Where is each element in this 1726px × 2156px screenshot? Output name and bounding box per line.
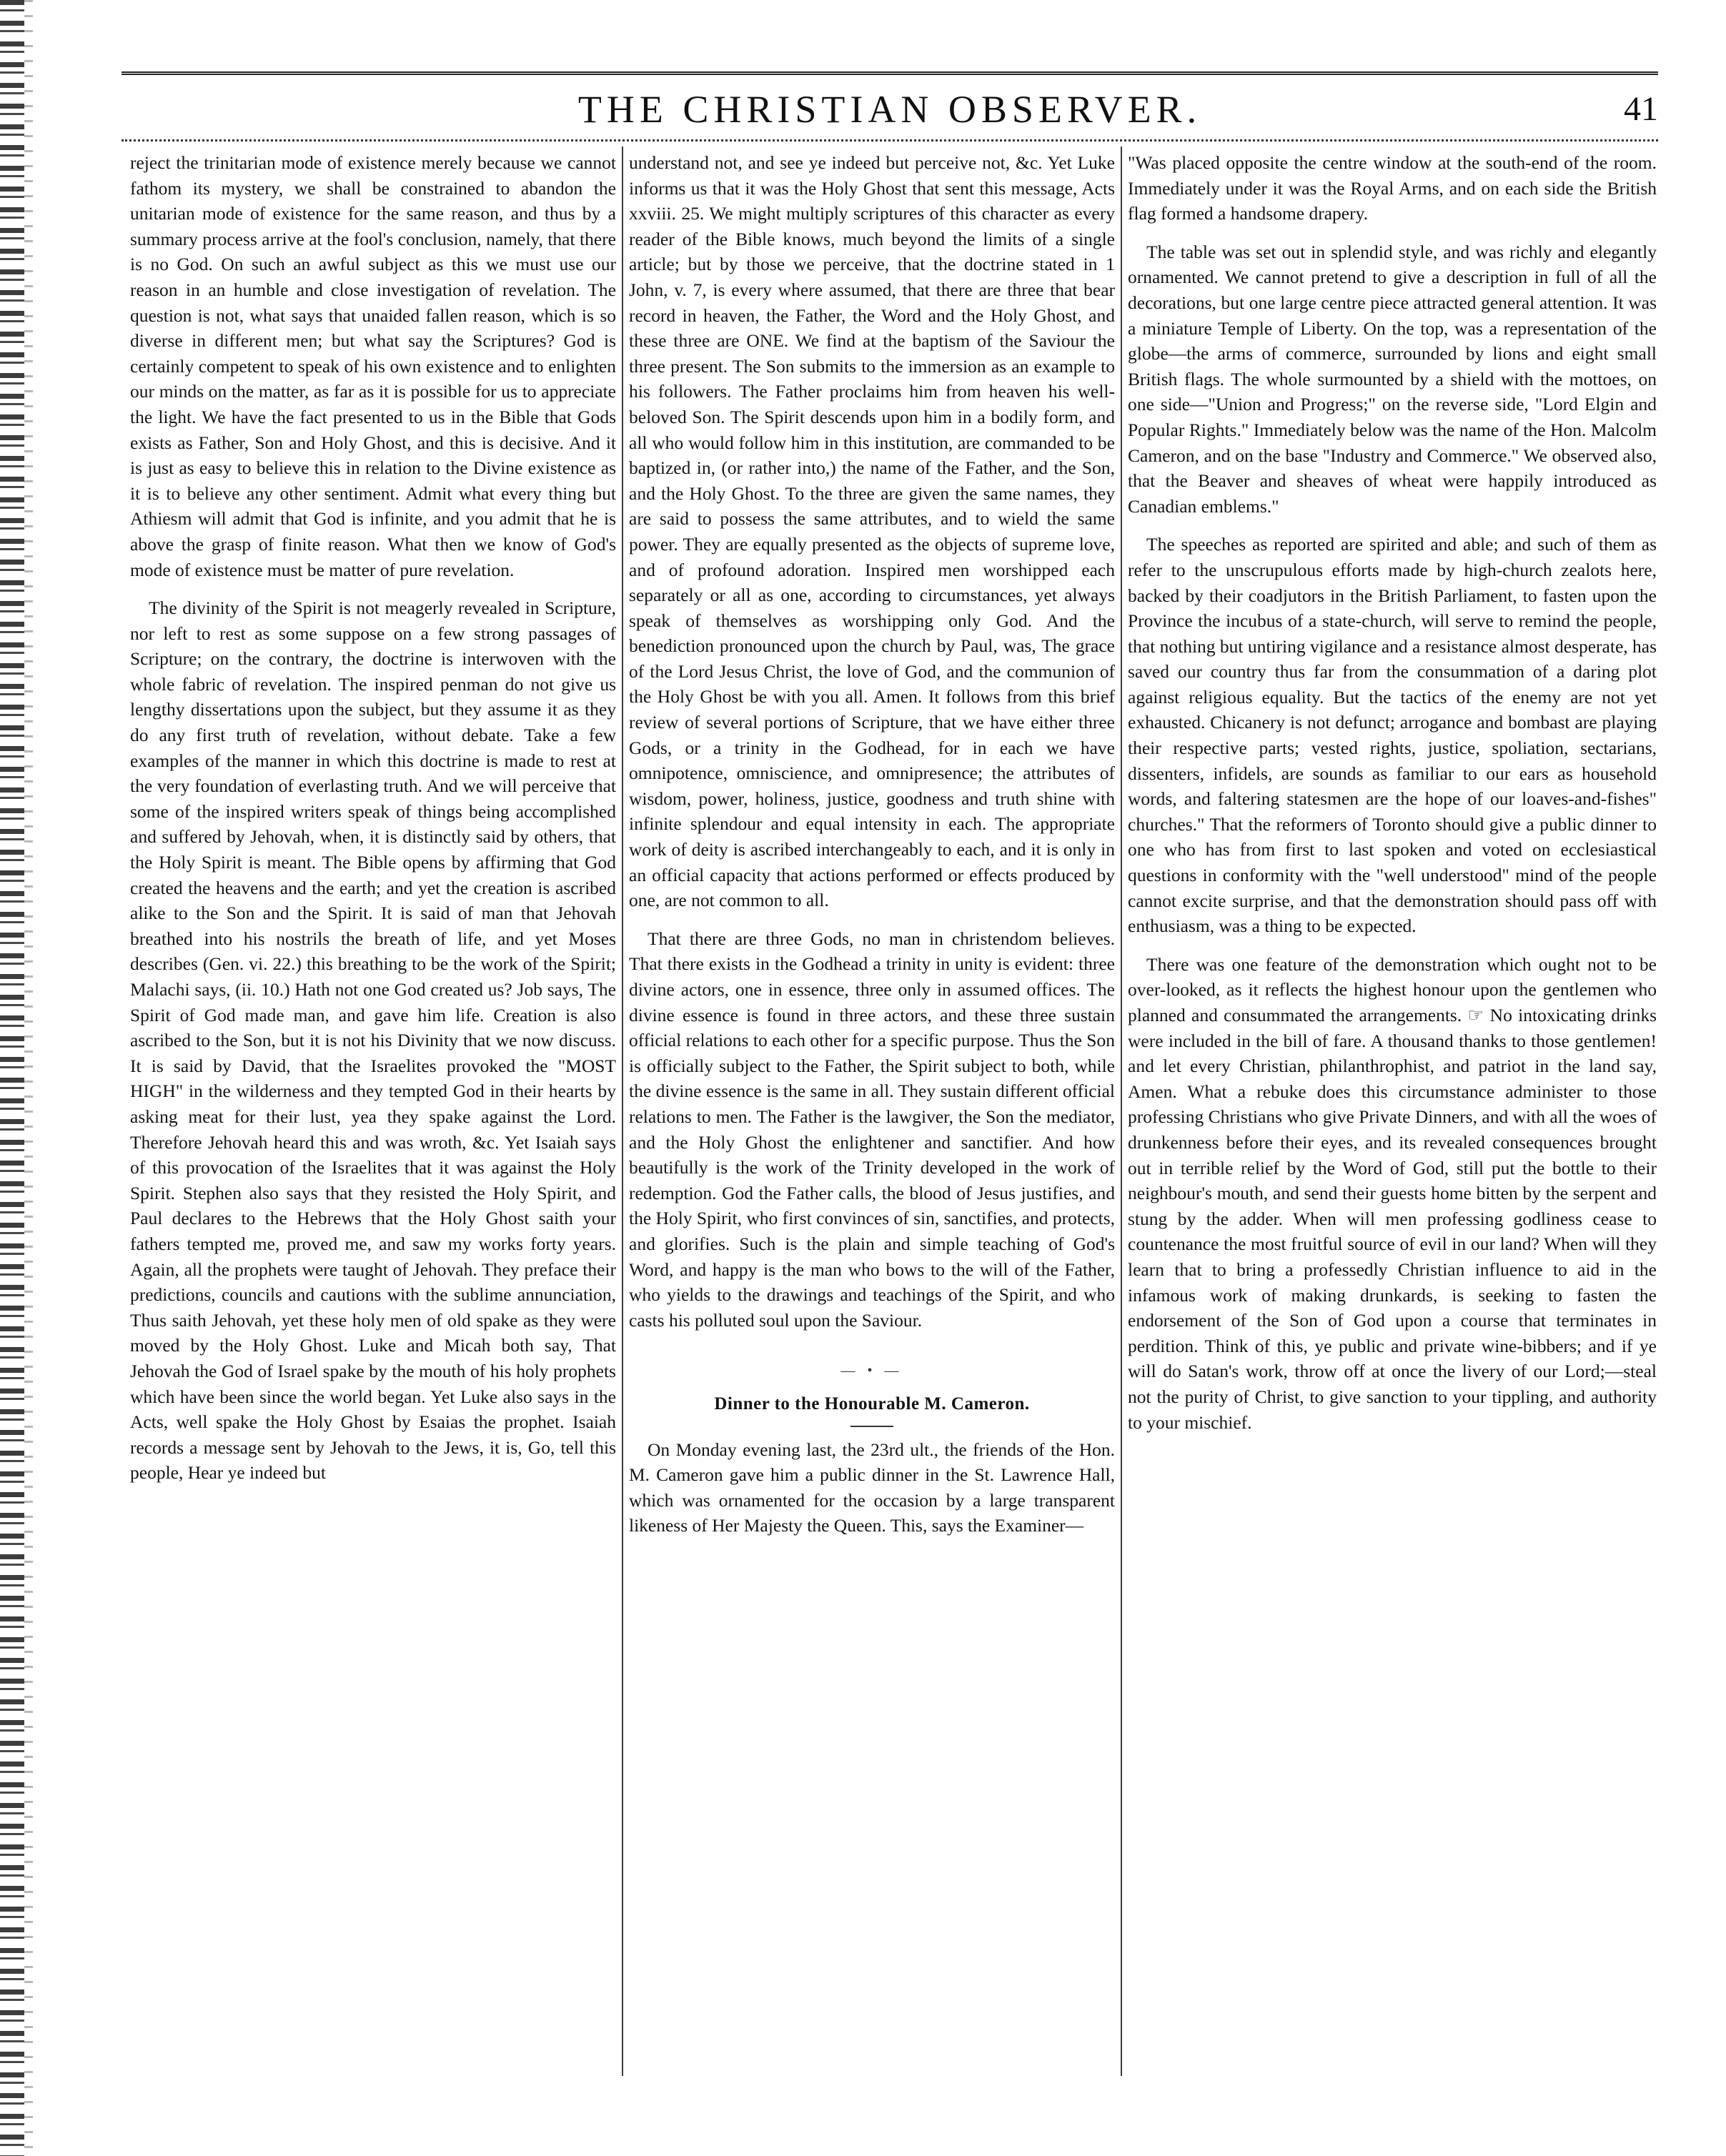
top-rule [121,71,1658,75]
section-ornament: — • — [840,1363,903,1379]
paragraph: The speeches as reported are spirited and able; and such of them as refer to the unscrupulous efforts made by high-church zealots here, backed by their coadjutors in the British Parliament, to fasten upon the Province the incubus of a state-church, will serve to remind the people, that nothing but untiring vigilance and a resistance almost desperate, has saved our country thus far from the consummation of a daring plot against religious equality. But the tactics of the enemy are not yet exhausted. Chicanery is not defunct; arrogance and bombast are playing their respective parts; vested rights, justice, spoliation, sectarians, dissenters, infidels, are sounds as familiar to our ears as household words, and faltering statesmen are the hope of our loaves-and-fishes" churches." That the reformers of Toronto should give a public dinner to one who has from first to last spoken and voted on ecclesiastical questions in conformity with the "well understood" mind of the people cannot excite surprise, and that the demonstration should pass off with enthusiasm, was a thing to be expected. [1128,534,1657,937]
article-heading: Dinner to the Honourable M. Cameron. [714,1394,1030,1414]
column-3 [1128,150,1657,1448]
paragraph: The divinity of the Spirit is not meagerly revealed in Scripture, nor left to rest as some suppose on a few strong passages of Scripture; on the contrary, the doctrine is interwoven with the whole fabric of revelation. The inspired penman do not give us lengthy dissertations upon the subject, but they assume it as they do any first truth of revelation, without debate. Take a few examples of the manner in which this doctrine is made to rest at the very foundation of everlasting truth. And we will perceive that some of the inspired writers speak of things being accomplished and suffered by Jehovah, when, it is distinctly said by others, that the Holy Spirit is meant. The Bible opens by affirming that God created the heavens and the earth; and yet the creation is ascribed alike to the Son and the Spirit. It is said of man that Jehovah breathed into his nostrils the breath of life, and yet Moses describes (Gen. vi. 22.) this breathing to be the work of the Spirit; Malachi says, (ii. 10.) Hath not one God created us? Job says, The Spirit of God made man, and gave him life. Creation is also ascribed to the Son, but it is not his Divinity that we now discuss. It is said by David, that the Israelites provoked the "MOST HIGH" in the wilderness and they tempted God in their hearts by asking meat for their lust, yea they spake against the Lord. Therefore Jehovah heard this and was wroth, &c. Yet Isaiah says of this provocation of the Israelites that it was against the Holy Spirit. Stephen also says that they resisted the Holy Spirit, and Paul declares to the Hebrews that the Holy Ghost saith your fathers tempted me, proved me, and saw my works forty years. Again, all the prophets were taught of Jehovah. They preface their predictions, councils and cautions with the sublime annunciation, Thus saith Jehovah, yet these holy men of old spake as they were moved by the Holy Ghost. Luke and Micah both say, That Jehovah the God of Israel spake by the mouth of his holy prophets which have been since the world began. Yet Luke also says in the Acts, well spake the Holy Ghost by Esaias the prophet. Isaiah records a message sent by Jehovah to the Jews, it is, Go, tell this people, Hear ye indeed but [130,597,616,1484]
heading-rule [850,1426,893,1427]
paragraph: There was one feature of the demonstration which ought not to be over-looked, as it reflects the highest honour upon the gentlemen who planned and consummated the arrangements. ☞ No intoxicating drinks were included in the bill of fare. A thousand thanks to those gentlemen! and let every Christian, philanthrophist, and patriot in the land say, Amen. What a rebuke does this circumstance administer to those professing Christians who give Private Dinners, and with all the woes of drunkenness before their eyes, and its revealed consequences brought out in terrible relief by the Word of God, still put the bottle to their neighbour's mouth, and send their guests home bitten by the serpent and stung by the adder. When will men professing godliness cease to countenance the most fruitful source of evil in our land? When will they learn that to bring a professedly Christian influence to aid in the infamous work of making drunkards, is seeking to fasten the endorsement of the Son of God upon a course that terminates in perdition. Think of this, ye public and private wine-bibbers; and if ye will do Satan's work, throw off at once the livery of our Lord;—steal not the purity of Christ, to give sanction to your tippling, and authority to your mischief. [1128,953,1657,1433]
paragraph: On Monday evening last, the 23rd ult., the friends of the Hon. M. Cameron gave him a public dinner in the St. Lawrence Hall, which was ornamented for the occasion by a large transparent likeness of Her Majesty the Queen. This, says the Examiner— [629,1439,1115,1536]
header-rule [121,139,1658,141]
paragraph: "Was placed opposite the centre window at the south-end of the room. Immediately under it was the Royal Arms, and on each side the British flag formed a handsome drapery. [1128,152,1657,224]
paragraph: The table was set out in splendid style, and was richly and elegantly ornamented. We cannot pretend to give a description in full of all the decorations, but one large centre piece attracted general attention. It was a miniature Temple of Liberty. On the top, was a representation of the globe—the arms of commerce, surrounded by lions and eight small British flags. The whole surmounted by a shield with the mottoes, on one side—"Union and Progress;" on the reverse side, "Lord Elgin and Popular Rights." Immediately below was the name of the Hon. Malcolm Cameron, and on the base "Industry and Commerce." We observed also, that the Beaver and sheaves of wheat were happily introduced as Canadian emblems." [1128,241,1657,517]
binding-edge [0,0,24,2156]
paragraph: reject the trinitarian mode of existence merely because we cannot fathom its mystery, we shall be constrained to abandon the unitarian mode of existence for the same reason, and thus by a summary process arrive at the fool's conclusion, namely, that there is no God. On such an awful subject as this we must use our reason in an humble and close investigation of revelation. The question is not, what says that unaided fallen reason, which is so diverse in different men; but what say the Scriptures? God is certainly competent to speak of his own existence and to enlighten our minds on the matter, as far as it is possible for us to appreciate the light. We have the fact presented to us in the Bible that Gods exists as Father, Son and Holy Ghost, and this is decisive. And it is just as easy to believe this in relation to the Divine existence as it is to believe any other sentiment. Admit what every thing but Athiesm will admit that God is infinite, and you admit that he is above the grasp of finite reason. What then we know of God's mode of existence must be matter of pure revelation. [130,152,616,580]
column-rule-2 [1121,146,1122,2076]
page-title: THE CHRISTIAN OBSERVER. [577,88,1202,131]
page-number: 41 [1624,90,1658,128]
paragraph: understand not, and see ye indeed but perceive not, &c. Yet Luke informs us that it was the Holy Ghost that sent this message, Acts xxviii. 25. We might multiply scriptures of this character as every reader of the Bible knows, much beyond the limits of a single article; but by those we perceive, that the doctrine stated in 1 John, v. 7, is every where assumed, that there are three that bear record in heaven, the Father, the Word and the Holy Ghost, and these three are ONE. We find at the baptism of the Saviour the three present. The Son submits to the immersion as an example to his followers. The Father proclaims him from heaven his well-beloved Son. The Spirit descends upon him in a bodily form, and all who would follow him in this institution, are commanded to be baptized in, (or rather into,) the name of the Father, and the Son, and the Holy Ghost. To the three are given the same names, they are said to possess the same attributes, and to wield the same power. They are equally presented as the objects of supreme love, and of profound adoration. Inspired men worshipped each separately or all as one, according to circumstances, yet always speak of themselves as worshipping only God. And the benediction pronounced upon the church by Paul, was, The grace of the Lord Jesus Christ, the love of God, and the communion of the Holy Ghost be with you all. Amen. It follows from this brief review of several portions of Scripture, that we have either three Gods, or a trinity in the Godhead, for in each we have omnipotence, omniscience, and omnipresence; the attributes of wisdom, power, holiness, justice, goodness and truth shine with infinite splendour and equal intensity in each. The appropriate work of deity is ascribed interchangeably to each, and it is only in an official capacity that actions performed or effects produced by one, are not common to all. [629,152,1115,911]
masthead [121,84,1658,134]
paragraph: That there are three Gods, no man in christendom believes. That there exists in the Godhead a trinity in unity is evident: three divine actors, one in essence, three only in assumed offices. The divine essence is found in three actors, and these three sustain official relations to each other for a specific purpose. Thus the Son is officially subject to the Father, the Spirit subject to both, while the divine essence is the same in all. They sustain different official relations to men. The Father is the lawgiver, the Son the mediator, and the Holy Ghost the enlightener and sanctifier. And how beautifully is the work of the Trinity developed in the work of redemption. God the Father calls, the blood of Jesus justifies, and the Holy Spirit, who first convinces of sin, sanctifies, and protects, and glorifies. Such is the plain and simple teaching of God's Word, and happy is the man who bows to the will of the Father, who yields to the drawings and teachings of the Spirit, and who casts his polluted soul upon the Saviour. [629,928,1115,1331]
binding-edge-shadow [24,0,33,2156]
column-1 [130,150,616,1499]
column-2 [629,150,1115,1551]
column-rule-1 [622,146,623,2076]
